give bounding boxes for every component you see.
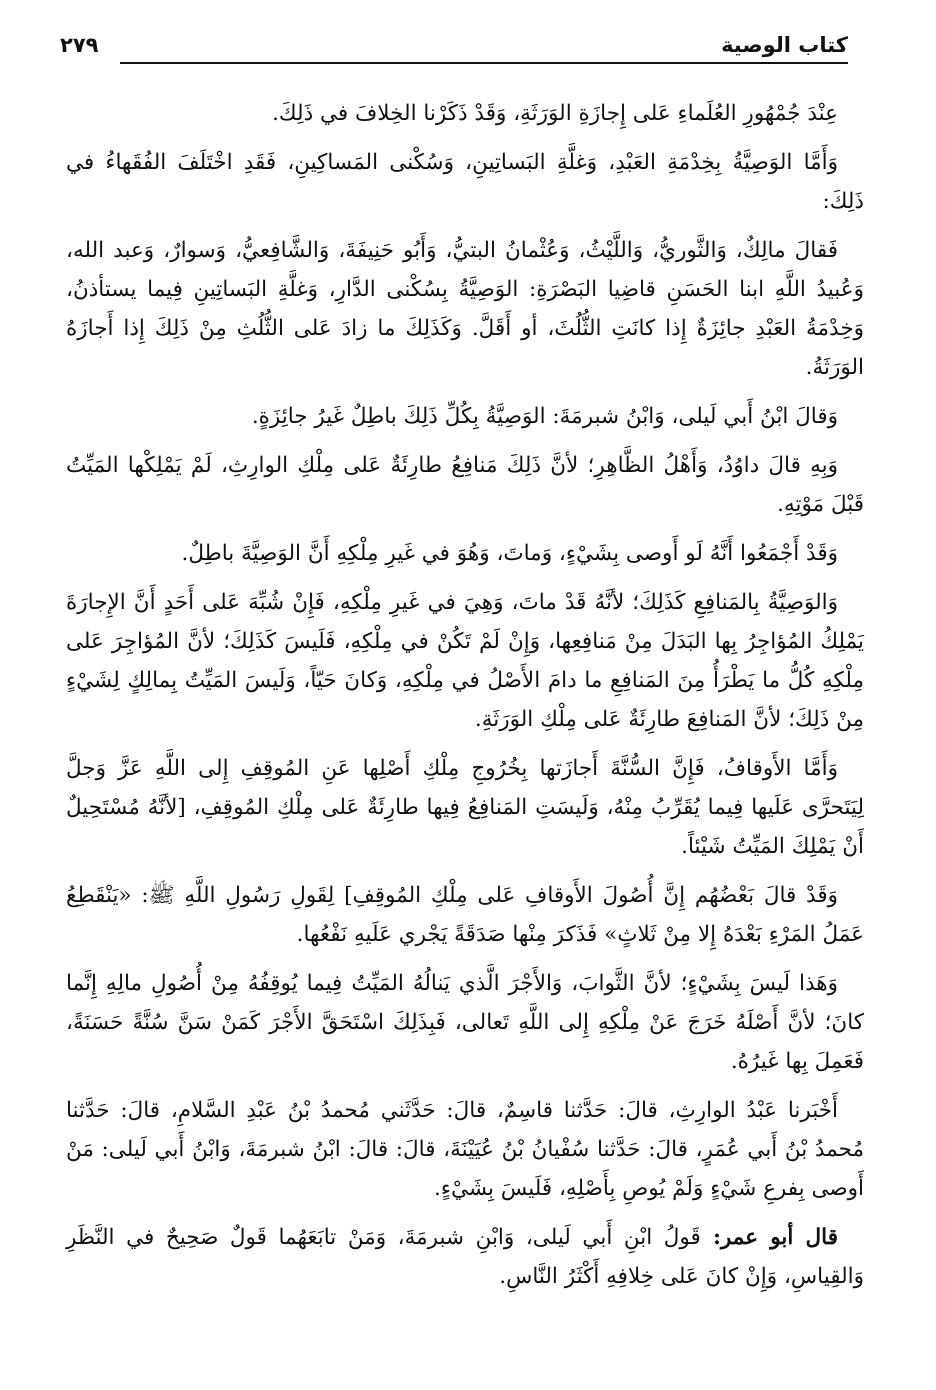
paragraph [66, 583, 864, 739]
paragraph-text: وَأَمَّا الأَوقافُ، فَإِنَّ السُّنَّةَ أَجازَتها بِخُرُوجِ مِلْكِ أَصْلِها عَنِ المُوقِفِ إِلى اللَّهِ عَزَّ وَجلَّ لِيَتَحرَّى عَلَيها فِيما يُقَرِّبُ مِنْهُ، وَلَيسَتِ المَنافِعُ فِيها طارِئَةٌ عَلى مِلْكِ المُوقِفِ، [لأنَّهُ مُسْتَحِيلٌ أَنْ يَمْلِكَ المَيِّتُ شَيْئاً. [66, 756, 864, 859]
paragraph-text: وَهَذا لَيسَ بِشَيْءٍ؛ لأنَّ الثَّوابَ، وَالأَجْرَ الَّذي يَنالُهُ المَيِّتُ فِيما يُوقِفُهُ مِنْ أُصُولِ مالِهِ إِنَّما كانَ؛ لأنَّ أَصْلَهُ خَرَجَ عَنْ مِلْكِهِ إِلى اللَّهِ تَعالى، فَبِذَلِكَ اسْتَحَقَّ الأَجْرَ كَمَنْ سَنَّ سُنَّةً حَسَنَةً، فَعَمِلَ بِها غَيرُهُ. [66, 971, 864, 1074]
page-header [60, 28, 848, 68]
page-number: ٢٧٩ [60, 33, 99, 57]
paragraph [66, 143, 864, 221]
paragraph [66, 749, 864, 866]
paragraph-text: عِنْدَ جُمْهُورِ العُلَماءِ عَلى إِجازَةِ الوَرَثَةِ، وَقَدْ ذَكَرْنا الخِلافَ في ذَلِكَ. [272, 101, 838, 126]
paragraph [66, 1218, 864, 1296]
paragraph-text: أَخْبَرنا عَبْدُ الوارِثِ، قالَ: حَدَّثنا قاسِمٌ، قالَ: حَدَّثَني مُحمدُ بْنُ عَبْدِ السَّلامِ، قالَ: حَدَّثنا مُحمدُ بْنُ أَبي عُمَرٍ، قالَ: حَدَّثنا سُفْيانُ بْنُ عُيَيْنَةَ، قالَ: قالَ: ابْنُ شبرمَةَ، وَابْنُ أَبي لَيلى: مَنْ أَوصى بِفرعِ شَيْءٍ وَلَمْ يُوصِ بِأَصْلِهِ، فَلَيسَ بِشَيْءٍ. [66, 1098, 864, 1201]
paragraph-text: وَبِهِ قالَ داوُدُ، وَأَهْلُ الظَّاهِرِ؛ لأنَّ ذَلِكَ مَنافِعُ طارِئَةٌ عَلى مِلْكِ الوارِثِ، لَمْ يَمْلِكْها المَيِّتُ قَبْلَ مَوْتِهِ. [66, 453, 864, 517]
paragraph [66, 964, 864, 1081]
paragraph-text: فَقالَ مالِكٌ، وَالثَّوريُّ، وَاللَّيْثُ، وَعُثْمانُ البتيُّ، وَأَبُو حَنِيفَةَ، وَالشَّافِعيُّ، وَسوارٌ، وَعبد الله، وَعُبيدُ اللَّهِ ابنا الحَسَنِ قاضِيا البَصْرَةِ: الوَصِيَّةُ بِسُكْنى الدَّارِ، وَغلَّةِ البَساتِينِ فِيما يستأذنُ، وَخِدْمَةُ العَبْدِ جائِزَةٌ إِذا كانَتِ الثُّلُثَ، أو أَقَلَّ. وَكَذَلِكَ ما زادَ عَلى الثُّلُثِ مِنْ ذَلِكَ إِذا أَجازَهُ الوَرَثَةُ. [66, 238, 864, 380]
paragraph-text: قَولُ ابْنِ أَبي لَيلى، وَابْنِ شبرمَةَ، وَمَنْ تابَعَهُما قَولٌ صَحِيحٌ في النَّظَرِ وَالقِياسِ، وَإِنْ كانَ عَلى خِلافِهِ أَكْثَرُ النَّاسِ. [66, 1225, 864, 1289]
paragraph [66, 534, 864, 573]
paragraph-text: وَقالَ ابْنُ أَبي لَيلى، وَابْنُ شبرمَةَ: الوَصِيَّةُ بِكُلِّ ذَلِكَ باطِلٌ غَيرُ جائِزَةٍ. [251, 404, 838, 429]
paragraph-text: وَأَمَّا الوَصِيَّةُ بِخِدْمَةِ العَبْدِ، وَغلَّةِ البَساتِينِ، وَسُكْنى المَساكِينِ، فَقَدِ اخْتَلَفَ الفُقَهاءُ في ذَلِكَ: [66, 150, 864, 214]
header-rule [120, 62, 848, 64]
paragraph-text: وَقَدْ أَجْمَعُوا أَنَّهُ لَو أَوصى بِشَيْءٍ، وَماتَ، وَهُوَ في غَيرِ مِلْكِهِ أَنَّ الوَصِيَّةَ باطِلٌ. [181, 541, 838, 566]
paragraph [66, 1091, 864, 1208]
paragraph [66, 876, 864, 954]
paragraph [66, 446, 864, 524]
paragraph [66, 231, 864, 387]
paragraph-text: وَالوَصِيَّةُ بِالمَنافِعِ كَذَلِكَ؛ لأنَّهُ قَدْ ماتَ، وَهِيَ في غَيرِ مِلْكِهِ، فَإِنْ شُبِّهَ عَلى أَحَدٍ أَنَّ الإِجارَةَ يَمْلِكُ المُؤاجِرُ بِها البَدَلَ مِنْ مَنافِعِها، وَإِنْ لَمْ تَكُنْ في مِلْكِهِ، فَلَيسَ كَذَلِكَ؛ لأنَّ المُؤاجِرَ عَلى مِلْكِهِ كُلُّ ما يَطْرَأُ مِنَ المَنافِعِ ما دامَ الأَصْلُ في مِلْكِهِ، وَكانَ حَيّاً، وَلَيسَ المَيِّتُ بِمالِكٍ لِشَيْءٍ مِنْ ذَلِكَ؛ لأنَّ المَنافِعَ طارِئَةٌ عَلى مِلْكِ الوَرَثَةِ. [66, 590, 864, 732]
paragraph [66, 94, 864, 133]
body-text [66, 94, 864, 1306]
speaker-lead: قال أبو عمر: [700, 1225, 839, 1250]
running-title: كتاب الوصية [721, 33, 848, 57]
paragraph-text: وَقَدْ قالَ بَعْضُهُم إِنَّ أُصُولَ الأَوقافِ عَلى مِلْكِ المُوقِفِ] لِقَولِ رَسُولِ اللَّهِ ﷺ: «يَنْقَطِعُ عَمَلُ المَرْءِ بَعْدَهُ إِلا مِنْ ثَلاثٍ» فَذَكرَ مِنْها صَدَقَةً يَجْري عَلَيهِ نَفْعُها. [66, 883, 864, 947]
paragraph [66, 397, 864, 436]
